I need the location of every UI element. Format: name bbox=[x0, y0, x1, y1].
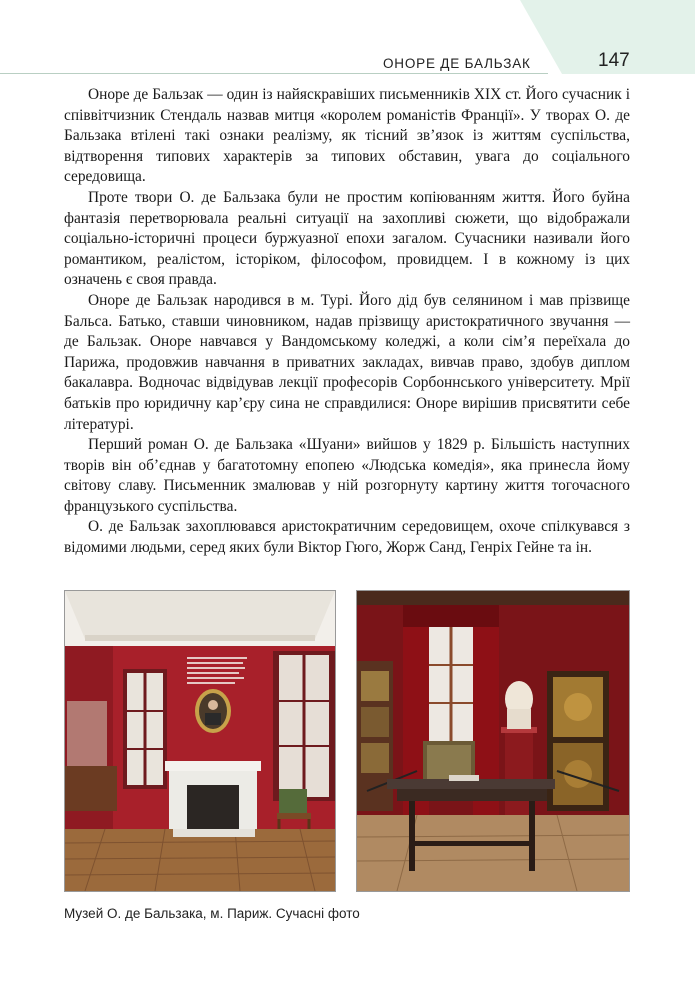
paragraph: Проте твори О. де Бальзака були не простим копіюванням життя. Його буйна фантазія перетворювала реальні ситуації на захопливі сюжети, що відображали соціально-історичні процеси буржуазної епохи загалом. Сучасники називали його романтиком, реалістом, історіком, філософом, провидцем. І в кожному із цих означень є своя правда. bbox=[64, 188, 630, 289]
running-title: ОНОРЕ ДЕ БАЛЬЗАК bbox=[383, 56, 531, 71]
body-text bbox=[64, 85, 630, 559]
museum-photo-fireplace-room bbox=[64, 590, 336, 892]
page-number: 147 bbox=[598, 50, 630, 71]
header-rule bbox=[0, 73, 548, 74]
paragraph: Оноре де Бальзак — один із найяскравіших письменників XIX ст. Його сучасник і співвітчизник Стендаль назвав митця «королем романістів Франції». У творах О. де Бальзака втілені такі ознаки реалізму, як тісний зв’язок із життям суспільства, відтворення типових характерів за типових обставин, увага до соціального середовища. bbox=[64, 86, 630, 186]
paragraph: Оноре де Бальзак народився в м. Турі. Його дід був селянином і мав прізвище Бальса. Батько, ставши чиновником, надав прізвищу аристократичного звучання — де Бальзак. Оноре навчався у Вандомському коледжі, а коли сім’я переїхала до Парижа, продовжив навчання в приватних закладах, вивчав право, здобув диплом бакалавра. Водночас відвідував лекції професорів Сорбоннського університету. Мрії батьків про юридичну кар’єру сина не справдилися: Оноре вирішив присвятити себе літературі. bbox=[64, 291, 630, 433]
figure-caption: Музей О. де Бальзака, м. Париж. Сучасні фото bbox=[64, 906, 360, 921]
museum-photo-study-room bbox=[356, 590, 630, 892]
paragraph: О. де Бальзак захоплювався аристократичним середовищем, охоче спілкувався з відомими людьми, серед яких були Віктор Гюго, Жорж Санд, Генріх Гейне та ін. bbox=[64, 518, 630, 557]
paragraph: Перший роман О. де Бальзака «Шуани» вийшов у 1829 р. Більшість наступних творів він об’єднав у багатотомну епопею «Людська комедія», яка принесла йому світову славу. Письменник змалював у ній розгорнуту картину життя тогочасного французького суспільства. bbox=[64, 436, 630, 515]
